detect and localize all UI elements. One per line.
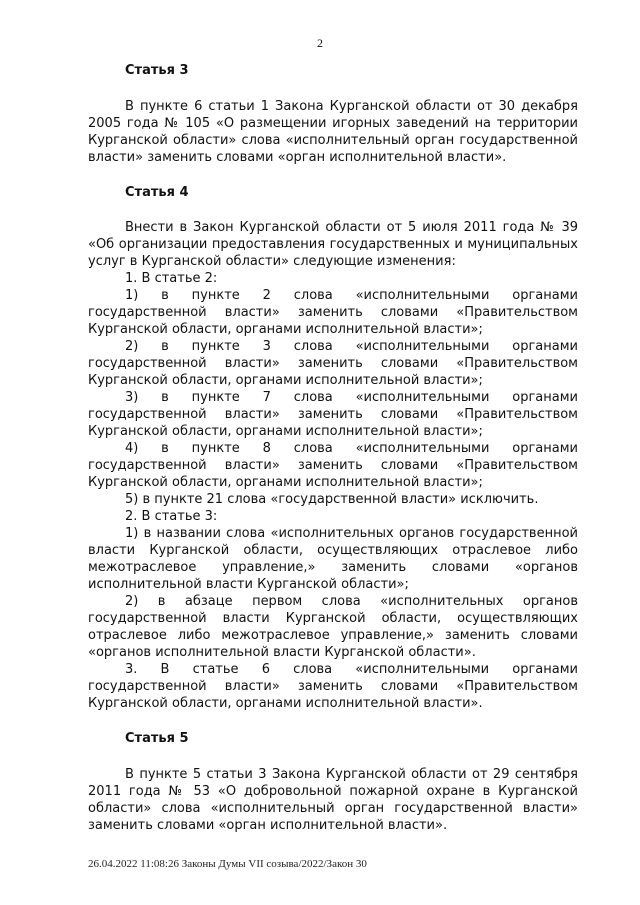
article-4-intro: Внести в Закон Курганской области от 5 июля 2011 года № 39 «Об организации предоставления государственных и муниципальных услуг в Курганской области» следующие изменения:: [88, 220, 578, 269]
document-footer-stamp: 26.04.2022 11:08:26 Законы Думы VII созыва/2022/Закон 30: [88, 858, 367, 870]
article-4-section-2: 2. В статье 3:: [125, 509, 218, 524]
article-5-paragraph: В пункте 5 статьи 3 Закона Курганской области от 29 сентября 2011 года № 53 «О добровольной пожарной охране в Курганской области» слова «исполнительный орган государственной власти» заменить словами «орган исполнительной власти».: [88, 767, 578, 833]
article-4-section-1-item-3: 3) в пункте 7 слова «исполнительными органами государственной власти» заменить словами «Правительством Курганской области, органами исполнительной власти»;: [88, 390, 578, 439]
article-4-section-1: 1. В статье 2:: [125, 271, 218, 286]
article-4-section-2-item-2: 2) в абзаце первом слова «исполнительных органов государственной власти Курганской области, осуществляющих отраслевое либо межотраслевое управление,» заменить словами «органов исполнительной власти Курганской области».: [88, 594, 578, 660]
article-4-section-2-item-1: 1) в названии слова «исполнительных органов государственной власти Курганской области, осуществляющих отраслевое либо межотраслевое управление,» заменить словами «органов исполнительной власти Курганской области»;: [88, 526, 578, 592]
document-body: [88, 62, 578, 834]
article-3-heading: Статья 3: [125, 63, 189, 78]
article-4-section-1-item-2: 2) в пункте 3 слова «исполнительными органами государственной власти» заменить словами «Правительством Курганской области, органами исполнительной власти»;: [88, 339, 578, 388]
article-4-section-1-item-4: 4) в пункте 8 слова «исполнительными органами государственной власти» заменить словами «Правительством Курганской области, органами исполнительной власти»;: [88, 441, 578, 490]
article-4-section-1-item-1: 1) в пункте 2 слова «исполнительными органами государственной власти» заменить словами «Правительством Курганской области, органами исполнительной власти»;: [88, 288, 578, 337]
article-4-section-3: 3. В статье 6 слова «исполнительными органами государственной власти» заменить словами «Правительством Курганской области, органами исполнительной власти».: [88, 662, 578, 711]
article-5-heading: Статья 5: [125, 731, 189, 746]
article-3-paragraph: В пункте 6 статьи 1 Закона Курганской области от 30 декабря 2005 года № 105 «О размещении игорных заведений на территории Курганской области» слова «исполнительный орган государственной власти» заменить словами «орган исполнительной власти».: [88, 99, 578, 165]
page-number: 2: [317, 36, 323, 50]
article-4-heading: Статья 4: [125, 185, 189, 200]
article-4-section-1-item-5: 5) в пункте 21 слова «государственной власти» исключить.: [125, 492, 539, 507]
